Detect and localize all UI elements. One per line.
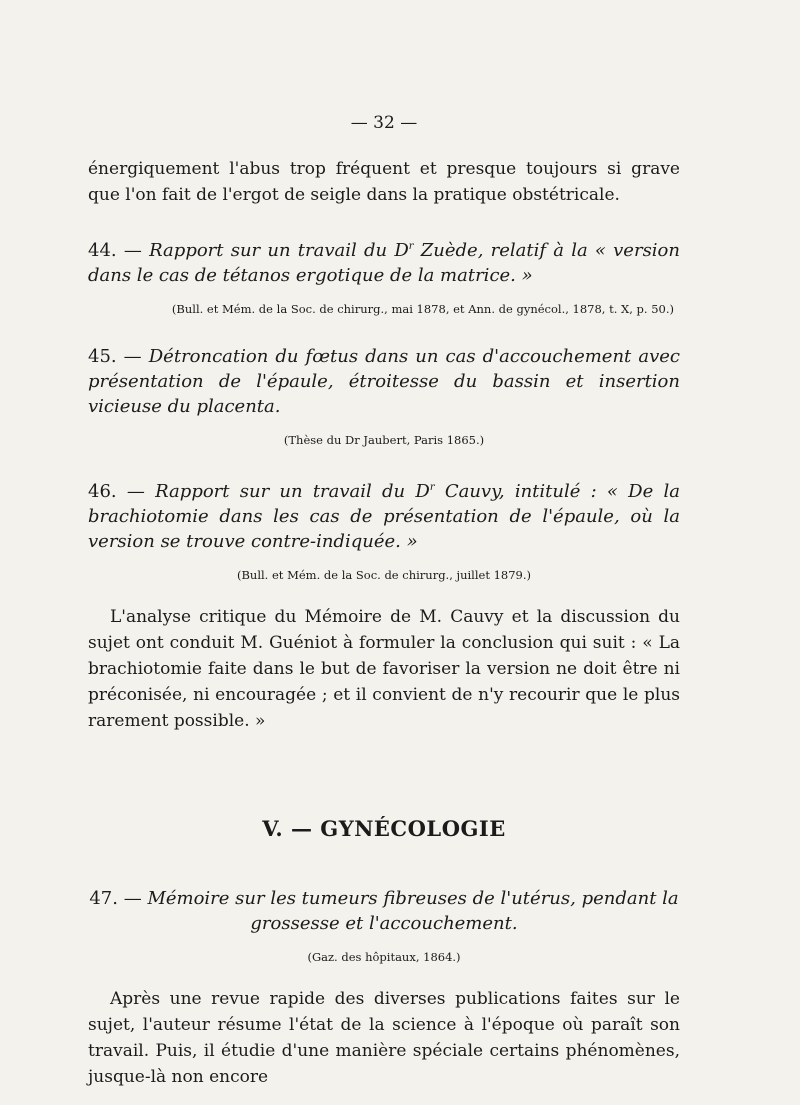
entry-45-number: 45. — (88, 346, 142, 367)
entry-46-title-pre: Rapport sur un travail du D (155, 481, 430, 502)
entry-47-title (88, 886, 680, 936)
entry-44-title (88, 234, 680, 288)
entry-45 (88, 344, 680, 449)
section-heading: V. — GYNÉCOLOGIE (262, 816, 506, 841)
entry-47 (88, 886, 680, 966)
intro-paragraph: énergiquement l'abus trop fréquent et presque toujours si grave que l'on fait de l'ergot de seigle dans la pratique obstétricale. (88, 159, 680, 205)
entry-46-title-post: Cauvy, intitulé : « De la brachiotomie dans les cas de présentation de l'épaule, où la version se trouve contre-indiquée. » (88, 481, 680, 552)
entry-44 (88, 234, 680, 318)
entry-45-title-text: Détroncation du fœtus dans un cas d'accouchement avec présentation de l'épaule, étroitesse du bassin et insertion vicieuse du placenta. (88, 346, 680, 417)
entry-44-title-pre: Rapport sur un travail du D (149, 240, 409, 261)
analysis-paragraph: L'analyse critique du Mémoire de M. Cauvy et la discussion du sujet ont conduit M. Guéniot à formuler la conclusion qui suit : « La brachiotomie faite dans le but de favoriser la version ne doit être ni préconisée, ni encouragée ; et il convient de n'y recourir que le plus rarement possible. » (88, 607, 680, 731)
entry-46-reference: (Bull. et Mém. de la Soc. de chirurg., juillet 1879.) (236, 568, 532, 582)
entry-46-title (88, 475, 680, 554)
entry-45-title (88, 344, 680, 419)
entry-46-number: 46. — (88, 481, 145, 502)
entry-45-reference: (Thèse du Dr Jaubert, Paris 1865.) (283, 433, 485, 447)
entry-44-title-sup: r (408, 241, 414, 252)
entry-46 (88, 475, 680, 584)
entry-44-reference: (Bull. et Mém. de la Soc. de chirurg., mai 1878, et Ann. de gynécol., 1878, t. X, p. 50.) (171, 302, 674, 316)
entry-44-number: 44. — (88, 240, 142, 261)
entry-44-title-post: Zuède, relatif à la « version dans le cas de tétanos ergotique de la matrice. » (88, 240, 680, 286)
entry-46-title-sup: r (429, 482, 435, 493)
page-number: — 32 — (350, 113, 418, 133)
final-paragraph: Après une revue rapide des diverses publications faites sur le sujet, l'auteur résume l'état de la science à l'époque où paraît son travail. Puis, il étudie d'une manière spéciale certains phénomènes, jusque-là non encore (88, 989, 680, 1087)
entry-47-reference: (Gaz. des hôpitaux, 1864.) (307, 950, 461, 964)
entry-47-number: 47. — (89, 888, 142, 909)
document-page (88, 110, 680, 1090)
entry-47-title-text: Mémoire sur les tumeurs fibreuses de l'utérus, pendant la grossesse et l'accouchement. (147, 888, 679, 934)
